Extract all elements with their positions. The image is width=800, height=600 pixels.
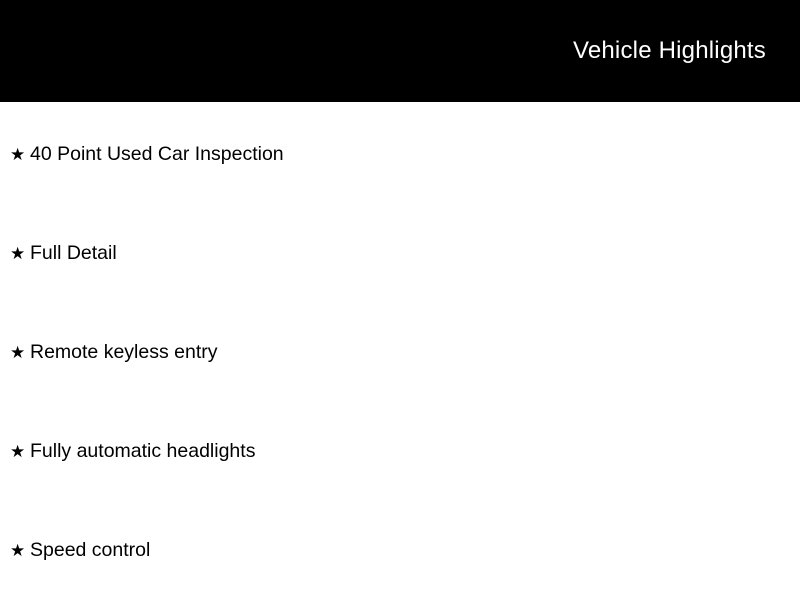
star-icon: ★ bbox=[10, 442, 26, 461]
star-icon: ★ bbox=[10, 343, 26, 362]
list-item bbox=[10, 538, 150, 564]
list-item bbox=[10, 439, 255, 465]
highlight-label: Remote keyless entry bbox=[30, 341, 218, 363]
page-title: Vehicle Highlights bbox=[572, 37, 766, 64]
header-band bbox=[0, 0, 800, 102]
highlight-label: Fully automatic headlights bbox=[30, 440, 256, 462]
list-item bbox=[10, 142, 284, 168]
star-icon: ★ bbox=[10, 145, 26, 164]
star-icon: ★ bbox=[10, 541, 26, 560]
list-item bbox=[10, 241, 117, 267]
highlight-label: Full Detail bbox=[30, 242, 117, 264]
list-item bbox=[10, 340, 218, 366]
star-icon: ★ bbox=[10, 244, 26, 263]
highlights-list bbox=[0, 102, 800, 600]
highlight-label: Speed control bbox=[30, 539, 151, 561]
highlight-label: 40 Point Used Car Inspection bbox=[30, 143, 284, 165]
